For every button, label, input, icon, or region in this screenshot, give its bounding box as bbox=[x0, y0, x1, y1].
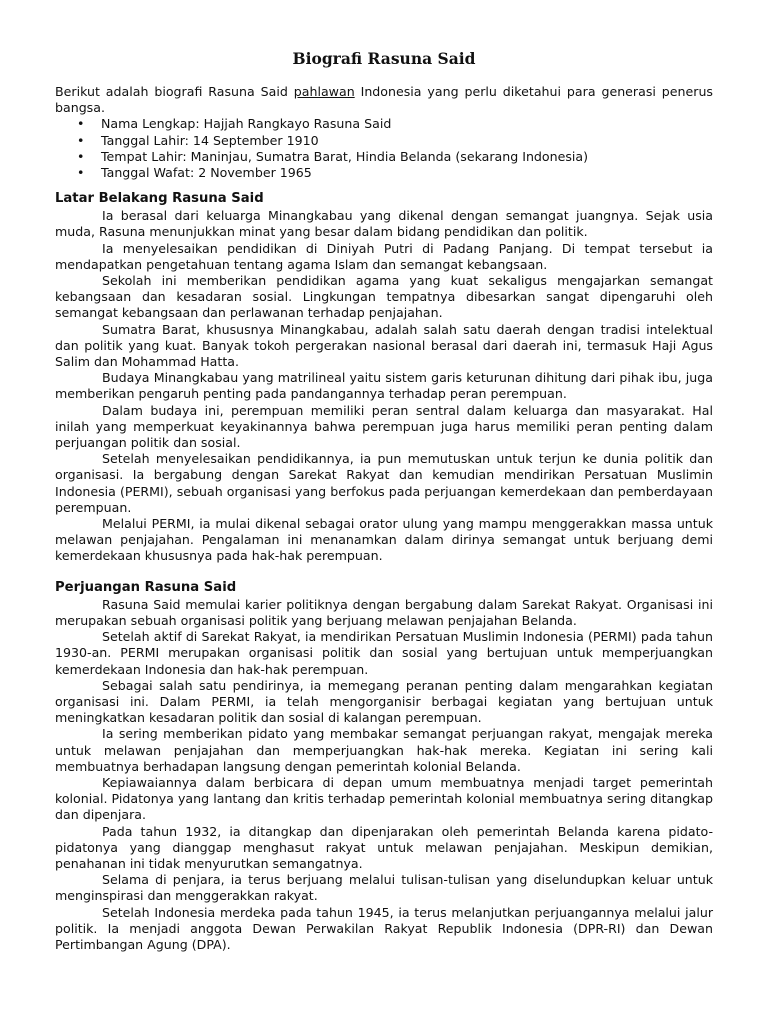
intro-paragraph bbox=[55, 84, 713, 116]
body-paragraph: Sumatra Barat, khususnya Minangkabau, adalah salah satu daerah dengan tradisi intelektual dan politik yang kuat. Banyak tokoh pergerakan nasional berasal dari daerah ini, termasuk Haji Agus Salim dan Mohammad Hatta. bbox=[55, 321, 713, 370]
body-paragraph: Ia berasal dari keluarga Minangkabau yang dikenal dengan semangat juangnya. Sejak usia muda, Rasuna menunjukkan minat yang besar dalam bidang pendidikan dan politik. bbox=[55, 208, 713, 240]
fact-birth-date: • Tanggal Lahir: 14 September 1910 bbox=[77, 132, 319, 148]
body-paragraph: Melalui PERMI, ia mulai dikenal sebagai orator ulung yang mampu menggerakkan massa untuk melawan penjajahan. Pengalaman ini menanamkan dalam dirinya semangat untuk berjuang demi kemerdekaan khususnya pada hak-hak perempuan. bbox=[55, 516, 713, 564]
body-paragraph: Kepiawaiannya dalam berbicara di depan umum membuatnya menjadi target pemerintah kolonial. Pidatonya yang lantang dan kritis terhadap pemerintah kolonial membuatnya sering ditangkap dan dipenjara. bbox=[55, 774, 713, 823]
body-paragraph: Setelah aktif di Sarekat Rakyat, ia mendirikan Persatuan Muslimin Indonesia (PERMI) pada tahun 1930-an. PERMI merupakan organisasi politik dan sosial yang bertujuan untuk memperjuangkan kemerdekaan Indonesia dan hak-hak perempuan. bbox=[55, 629, 713, 677]
fact-death-date: • Tanggal Wafat: 2 November 1965 bbox=[77, 165, 312, 181]
bullet-icon: • bbox=[77, 132, 85, 148]
body-paragraph: Sebagai salah satu pendirinya, ia memegang peranan penting dalam mengarahkan kegiatan organisasi ini. Dalam PERMI, ia telah mengorganisir berbagai kegiatan yang bertujuan untuk meningkatkan kesadaran politik dan sosial di kalangan perempuan. bbox=[55, 677, 713, 726]
intro-text-before: Berikut adalah biografi Rasuna Said bbox=[55, 84, 294, 99]
body-paragraph: Setelah Indonesia merdeka pada tahun 1945, ia terus melanjutkan perjuangannya melalui jalur politik. Ia menjadi anggota Dewan Perwakilan Rakyat Republik Indonesia (DPR-RI) dan Dewan Pertimbangan Agung (DPA). bbox=[55, 904, 713, 952]
body-paragraph: Rasuna Said memulai karier politiknya dengan bergabung dalam Sarekat Rakyat. Organisasi ini merupakan sebuah organisasi politik yang berjuang melawan penjajahan Belanda. bbox=[55, 596, 713, 628]
body-paragraph: Dalam budaya ini, perempuan memiliki peran sentral dalam keluarga dan masyarakat. Hal inilah yang memperkuat keyakinannya bahwa perempuan juga harus memiliki peran penting dalam perjuangan politik dan sosial. bbox=[55, 402, 713, 451]
body-paragraph: Ia sering memberikan pidato yang membakar semangat perjuangan rakyat, mengajak mereka untuk melawan penjajahan dan memperjuangkan hak-hak mereka. Kegiatan ini sering kali membuatnya berhadapan langsung dengan pemerintah kolonial Belanda. bbox=[55, 726, 713, 774]
body-paragraph: Ia menyelesaikan pendidikan di Diniyah Putri di Padang Panjang. Di tempat tersebut ia mendapatkan pengetahuan tentang agama Islam dan semangat kebangsaan. bbox=[55, 240, 713, 272]
facts-list bbox=[55, 116, 713, 181]
document-page bbox=[55, 48, 713, 953]
bullet-icon: • bbox=[77, 116, 85, 132]
fact-full-name: • Nama Lengkap: Hajjah Rangkayo Rasuna Said bbox=[77, 116, 392, 132]
body-paragraph: Pada tahun 1932, ia ditangkap dan dipenjarakan oleh pemerintah Belanda karena pidato-pidatonya yang dianggap menghasut rakyat untuk melawan penjajahan. Meskipun demikian, penahanan ini tidak menyurutkan semangatnya. bbox=[55, 823, 713, 871]
pahlawan-link[interactable]: pahlawan bbox=[293, 84, 355, 99]
body-paragraph: Budaya Minangkabau yang matrilineal yaitu sistem garis keturunan dihitung dari pihak ibu, juga memberikan pengaruh penting pada pandangannya terhadap peran perempuan. bbox=[55, 370, 713, 402]
body-paragraph: Setelah menyelesaikan pendidikannya, ia pun memutuskan untuk terjun ke dunia politik dan organisasi. Ia bergabung dengan Sarekat Rakyat dan kemudian mendirikan Persatuan Muslimin Indonesia (PERMI), sebuah organisasi yang berfokus pada perjuangan kemerdekaan dan pemberdayaan perempuan. bbox=[55, 451, 713, 515]
section-heading-background: Latar Belakang Rasuna Said bbox=[55, 191, 264, 207]
section-heading-struggle: Perjuangan Rasuna Said bbox=[55, 579, 237, 595]
body-paragraph: Sekolah ini memberikan pendidikan agama yang kuat sekaligus mengajarkan semangat kebangsaan dan kesadaran sosial. Lingkungan tempatnya dibesarkan sangat dipengaruhi oleh semangat kebangsaan dan perlawanan terhadap penjajahan. bbox=[55, 273, 713, 321]
bullet-icon: • bbox=[77, 148, 85, 164]
intro-text-after: Indonesia yang perlu diketahui para generasi penerus bangsa. bbox=[55, 84, 713, 116]
body-paragraph: Selama di penjara, ia terus berjuang melalui tulisan-tulisan yang diselundupkan keluar untuk menginspirasi dan menggerakkan rakyat. bbox=[55, 872, 713, 904]
document-title: Biografi Rasuna Said bbox=[292, 49, 476, 68]
bullet-icon: • bbox=[77, 165, 85, 181]
fact-birth-place: • Tempat Lahir: Maninjau, Sumatra Barat, Hindia Belanda (sekarang Indonesia) bbox=[77, 148, 589, 164]
